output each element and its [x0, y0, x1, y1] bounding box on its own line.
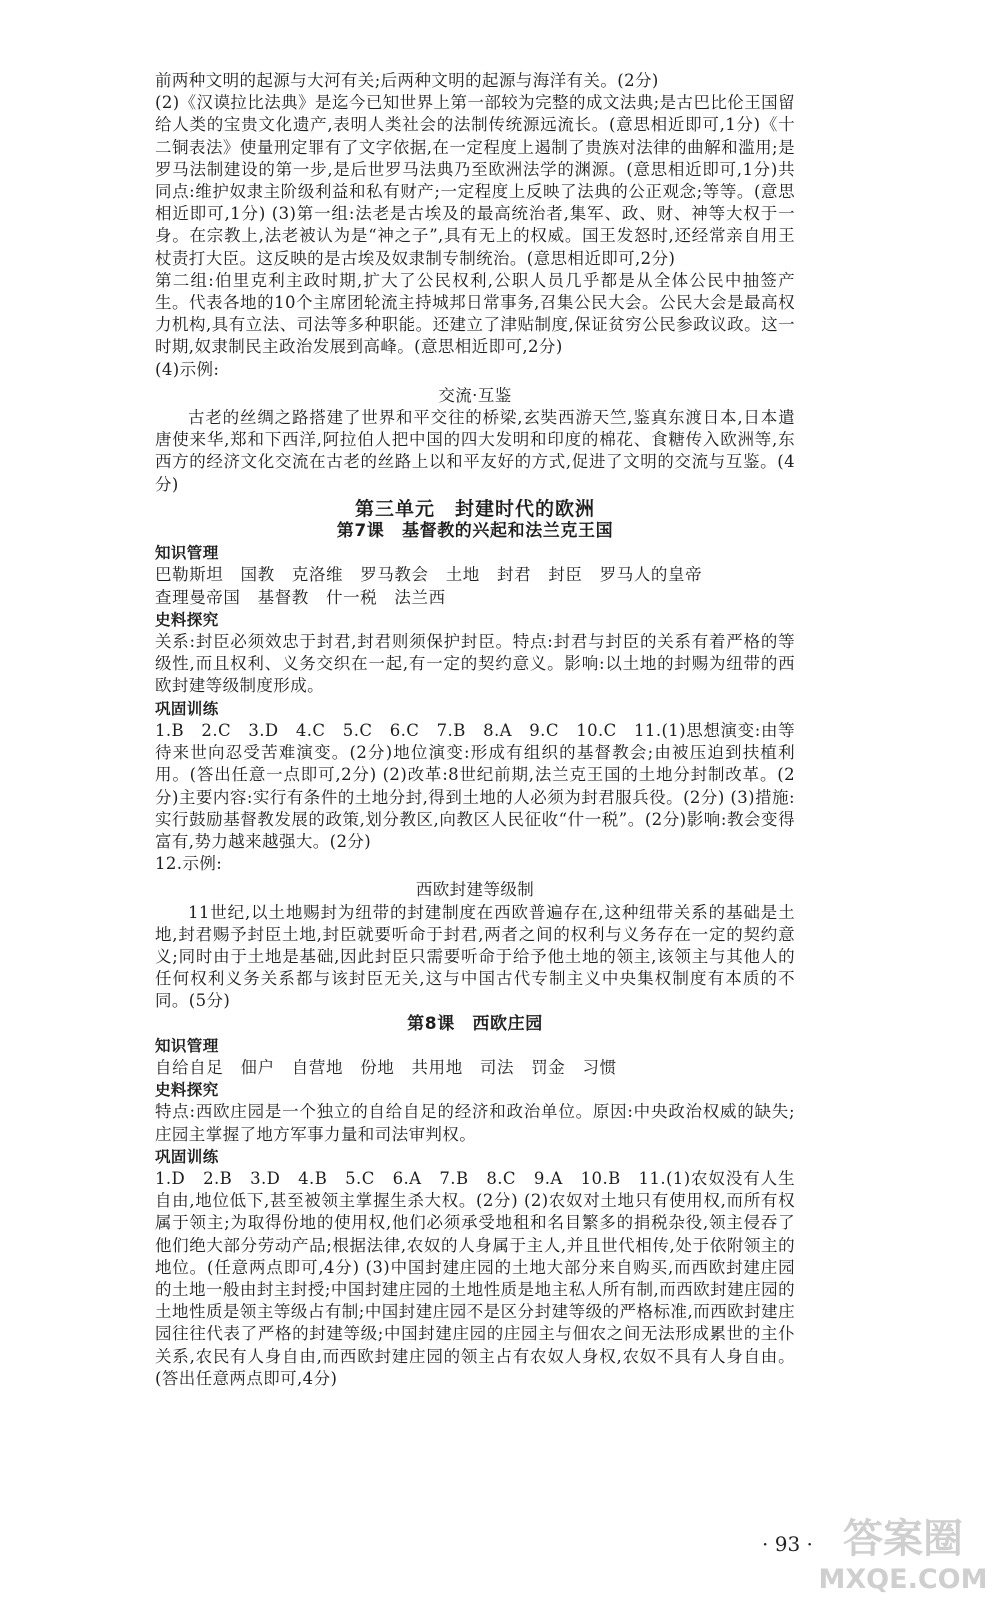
intro-paragraph-1: 前两种文明的起源与大河有关;后两种文明的起源与海洋有关。(2分) — [155, 71, 659, 90]
page-number: · 93 · — [762, 1532, 813, 1556]
lesson-7-source-heading: 史料探究 — [155, 610, 219, 629]
lesson-8-knowledge-heading: 知识管理 — [155, 1036, 219, 1055]
page-content — [155, 70, 795, 1390]
lesson-8-practice-text: 1.D 2.B 3.D 4.B 5.C 6.A 7.B 8.C 9.A 10.B 11.(1)农奴没有人生自由,地位低下,甚至被领主掌握生杀大权。(2分) (2)农奴对土地只有使用权,而所有权属于领主;为取得份地的使用权,他们必须承受地租和名目繁多的捐税杂役,领主侵吞了他们绝大部分劳动产品;根据法律,农奴的人身属于主人,并且世代相传,处于依附领主的地位。(任意两点即可,4分) (3)中国封建庄园的土地大部分来自购买,而西欧封建庄园的土地一般由封主封授;中国封建庄园的土地性质是地主私人所有制,而西欧封建庄园的土地性质是领主等级占有制;中国封建庄园不是区分封建等级的严格标准,而西欧封建庄园往往代表了严格的封建等级;中国封建庄园的庄园主与佃农之间无法形成累世的主仆关系,农民有人身自由,而西欧封建庄园的领主占有农奴人身权,农奴不具有人身自由。(答出任意两点即可,4分) — [155, 1168, 795, 1388]
lesson-7-practice-heading: 巩固训练 — [155, 699, 219, 718]
intro-example-label: (4)示例: — [155, 359, 220, 379]
watermark-text-bottom: MXQE.COM — [818, 1564, 988, 1595]
essay-body-feudal: 11世纪,以土地赐封为纽带的封建制度在西欧普遍存在,这种纽带关系的基础是土地,封君赐予封臣土地,封臣就要听命于封君,两者之间的权利与义务存在一定的契约意义;同时由于土地是基础,因此封臣只需要听命于给予他土地的领主,该领主与其他人的任何权利义务关系都与该封臣无关,这与中国古代专制主义中央集权制度有本质的不同。(5分) — [155, 902, 795, 1011]
intro-paragraph-2: (2)《汉谟拉比法典》是迄今已知世界上第一部较为完整的成文法典;是古巴比伦王国留给人类的宝贵文化遗产,表明人类社会的法制传统源远流长。(意思相近即可,1分)《十二铜表法》使量刑定罪有了文字依据,在一定程度上遏制了贵族对法律的曲解和滥用;是罗马法制建设的第一步,是后世罗马法典乃至欧洲法学的渊源。(意思相近即可,1分)共同点:维护奴隶主阶级利益和私有财产;一定程度上反映了法典的公正观念;等等。(意思相近即可,1分) (3)第一组:法老是古埃及的最高统治者,集军、政、财、神等大权于一身。在宗教上,法老被认为是“神之子”,具有无上的权威。国王发怒时,还经常亲自用王杖责打大臣。这反映的是古埃及奴隶制专制统治。(意思相近即可,2分) — [155, 93, 795, 268]
lesson-8-practice-heading: 巩固训练 — [155, 1147, 219, 1166]
essay-title-exchange: 交流·互鉴 — [438, 385, 512, 405]
watermark-text-top: 答案圈 — [843, 1516, 963, 1562]
lesson-7-title: 第7课 基督教的兴起和法兰克王国 — [336, 521, 614, 542]
intro-paragraph-3: 第二组:伯里克利主政时期,扩大了公民权利,公职人员几乎都是从全体公民中抽签产生。代表各地的10个主席团轮流主持城邦日常事务,召集公民大会。公民大会是最高权力机构,具有立法、司法等多种职能。还建立了津贴制度,保证贫穷公民参政议政。这一时期,奴隶制民主政治发展到高峰。(意思相近即可,2分) — [155, 270, 795, 357]
watermark-logo — [808, 1500, 998, 1600]
lesson-7-practice-text: 1.B 2.C 3.D 4.C 5.C 6.C 7.B 8.A 9.C 10.C 11.(1)思想演变:由等待来世向忍受苦难演变。(2分)地位演变:形成有组织的基督教会;由被压迫到扶植利用。(答出任意一点即可,2分) (2)改革:8世纪前期,法兰克王国的土地分封制改革。(2分)主要内容:实行有条件的土地分封,得到土地的人必须为封君服兵役。(2分) (3)措施:实行鼓励基督教发展的政策,划分教区,向教区人民征收“什一税”。(2分)影响:教会变得富有,势力越来越强大。(2分) — [155, 720, 795, 851]
unit-title: 第三单元 封建时代的欧洲 — [354, 497, 595, 520]
lesson-8-terms-line-1: 自给自足 佃户 自营地 份地 共用地 司法 罚金 习惯 — [155, 1057, 617, 1077]
lesson-7-terms-line-2: 查理曼帝国 基督教 什一税 法兰西 — [155, 587, 446, 607]
lesson-8-source-heading: 史料探究 — [155, 1081, 219, 1100]
lesson-7-example-label: 12.示例: — [155, 854, 223, 874]
essay-body-exchange: 古老的丝绸之路搭建了世界和平交往的桥梁,玄奘西游天竺,鉴真东渡日本,日本遣唐使来华,郑和下西洋,阿拉伯人把中国的四大发明和印度的棉花、食糖传入欧洲等,东西方的经济文化交流在古老的丝路上以和平友好的方式,促进了文明的交流与互鉴。(4分) — [155, 408, 795, 494]
lesson-8-source-text: 特点:西欧庄园是一个独立的自给自足的经济和政治单位。原因:中央政治权威的缺失;庄园主掌握了地方军事力量和司法审判权。 — [155, 1102, 795, 1144]
lesson-8-title: 第8课 西欧庄园 — [407, 1013, 543, 1034]
lesson-7-terms-line-1: 巴勒斯坦 国教 克洛维 罗马教会 土地 封君 封臣 罗马人的皇帝 — [155, 565, 703, 585]
lesson-7-knowledge-heading: 知识管理 — [155, 544, 219, 563]
lesson-7-source-text: 关系:封臣必须效忠于封君,封君则须保护封臣。特点:封君与封臣的关系有着严格的等级性,而且权利、义务交织在一起,有一定的契约意义。影响:以土地的封赐为纽带的西欧封建等级制度形成。 — [155, 632, 795, 696]
essay-title-feudal: 西欧封建等级制 — [415, 880, 535, 900]
